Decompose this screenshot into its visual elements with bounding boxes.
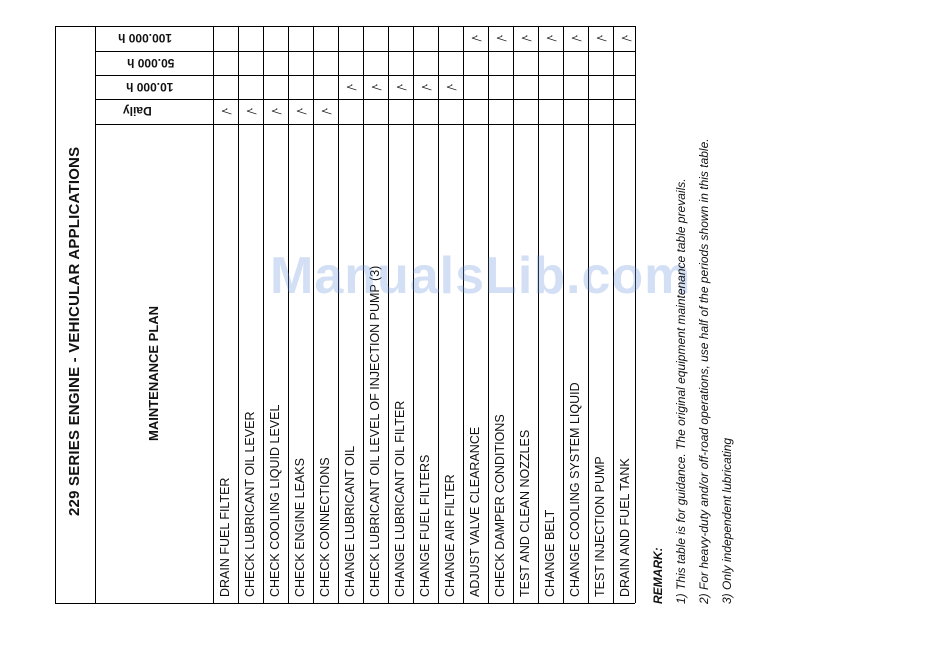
task-label: DRAIN AND FUEL TANK xyxy=(618,458,632,597)
check-mark-icon: √ xyxy=(219,107,233,115)
interval-header-3: 100.000 h xyxy=(118,31,173,45)
task-column-divider xyxy=(263,26,264,603)
check-mark-icon: √ xyxy=(394,83,408,91)
table-border-top xyxy=(55,26,635,27)
remark-note-2: 2) For heavy-duty and/or off-road operations, use half of the periods shown in this table. xyxy=(697,138,711,604)
task-column-divider xyxy=(613,26,614,603)
interval-header-1: 10.000 h xyxy=(126,80,174,94)
manualslib-watermark: ManualsLib.com xyxy=(270,247,692,305)
task-column-divider xyxy=(488,26,489,603)
task-column-divider xyxy=(388,26,389,603)
check-mark-icon: √ xyxy=(444,83,458,91)
remark-note-3: 3) Only independent lubricating xyxy=(720,437,734,604)
task-label: DRAIN FUEL FILTER xyxy=(218,477,232,597)
task-column-divider xyxy=(438,26,439,603)
task-label: CHECK COOLING LIQUID LEVEL xyxy=(268,404,282,597)
title-column-divider xyxy=(95,26,96,603)
task-label: CHECK DAMPER CONDITIONS xyxy=(493,414,507,597)
check-mark-icon: √ xyxy=(269,107,283,115)
task-label: CHANGE AIR FILTER xyxy=(443,474,457,597)
task-label: CHECK LUBRICANT OIL LEVER xyxy=(243,411,257,597)
interval-row-divider xyxy=(95,75,635,76)
task-column-divider xyxy=(538,26,539,603)
interval-row-divider xyxy=(95,51,635,52)
task-column-divider xyxy=(513,26,514,603)
check-mark-icon: √ xyxy=(619,34,633,42)
remark-heading: REMARK: xyxy=(651,547,665,604)
check-mark-icon: √ xyxy=(469,34,483,42)
task-column-divider xyxy=(313,26,314,603)
maintenance-plan-label: MAINTENANCE PLAN xyxy=(146,305,161,441)
check-mark-icon: √ xyxy=(419,83,433,91)
check-mark-icon: √ xyxy=(544,34,558,42)
check-mark-icon: √ xyxy=(244,107,258,115)
check-mark-icon: √ xyxy=(294,107,308,115)
task-column-divider xyxy=(288,26,289,603)
task-label: TEST AND CLEAN NOZZLES xyxy=(518,429,532,597)
task-label: CHECK CONNECTIONS xyxy=(318,457,332,597)
check-mark-icon: √ xyxy=(569,34,583,42)
task-column-divider xyxy=(363,26,364,603)
task-column-divider xyxy=(563,26,564,603)
task-label: ADJUST VALVE CLEARANCE xyxy=(468,426,482,597)
page-title: 229 SERIES ENGINE - VEHICULAR APPLICATIONS xyxy=(66,146,83,516)
interval-header-2: 50.000 h xyxy=(127,56,175,70)
remark-note-1: 1) This table is for guidance. The original equipment maintenance table prevails. xyxy=(674,178,688,604)
task-column-divider xyxy=(338,26,339,603)
check-mark-icon: √ xyxy=(369,83,383,91)
task-label: CHANGE COOLING SYSTEM LIQUID xyxy=(568,382,582,597)
plan-column-divider xyxy=(213,26,214,603)
task-column-divider xyxy=(238,26,239,603)
check-mark-icon: √ xyxy=(494,34,508,42)
task-label: CHANGE LUBRICANT OIL xyxy=(343,445,357,597)
task-column-divider xyxy=(463,26,464,603)
table-border-right xyxy=(635,26,636,603)
table-border-left xyxy=(55,26,56,603)
task-label: CHANGE FUEL FILTERS xyxy=(418,454,432,597)
interval-row-divider xyxy=(95,124,635,125)
task-column-divider xyxy=(413,26,414,603)
task-label: CHANGE LUBRICANT OIL FILTER xyxy=(393,400,407,597)
interval-row-divider xyxy=(95,99,635,100)
check-mark-icon: √ xyxy=(344,83,358,91)
task-column-divider xyxy=(588,26,589,603)
check-mark-icon: √ xyxy=(519,34,533,42)
task-label: CHECK LUBRICANT OIL LEVEL OF INJECTION PUMP (3) xyxy=(368,265,382,597)
check-mark-icon: √ xyxy=(319,107,333,115)
task-label: TEST INJECTION PUMP xyxy=(593,456,607,597)
table-border-bottom xyxy=(55,603,635,604)
interval-header-0: Daily xyxy=(123,104,152,118)
task-label: CHECK ENGINE LEAKS xyxy=(293,458,307,597)
check-mark-icon: √ xyxy=(594,34,608,42)
task-label: CHANGE BELT xyxy=(543,509,557,597)
